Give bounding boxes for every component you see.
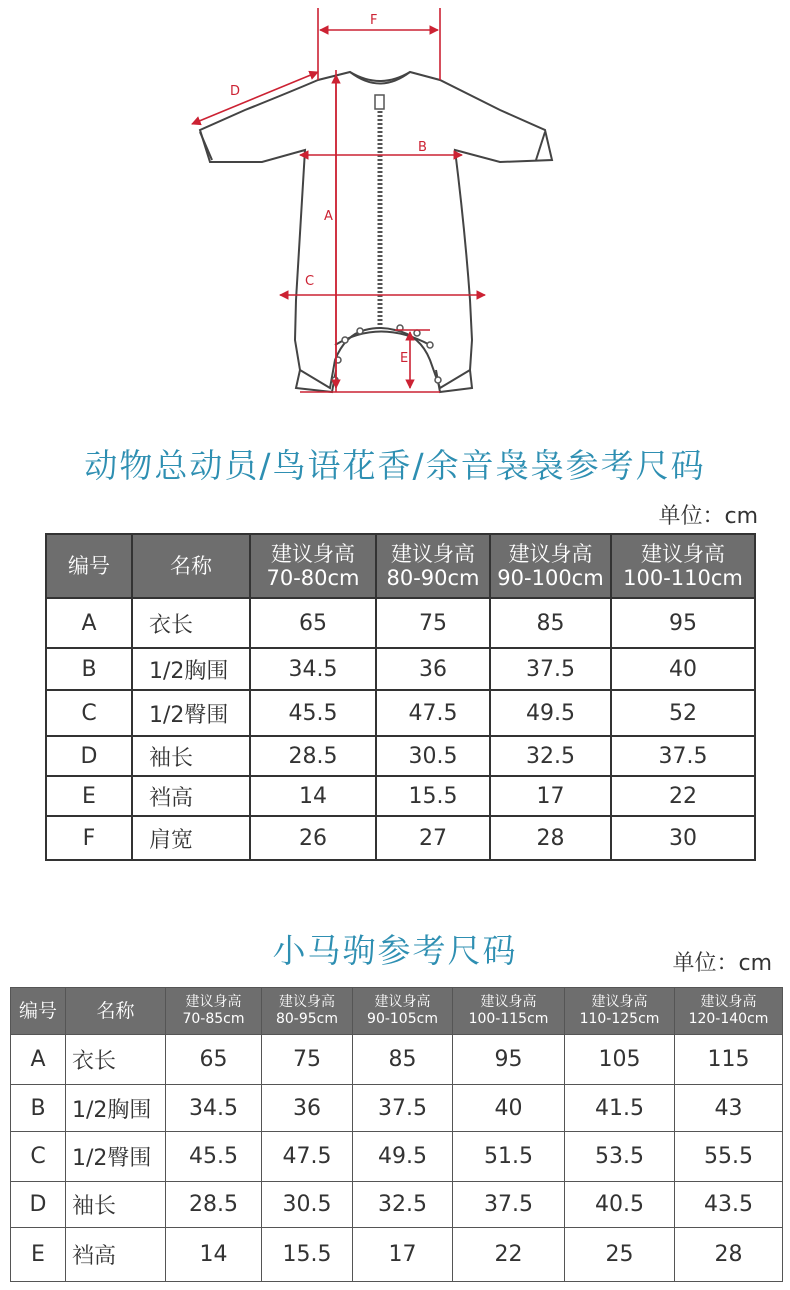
row-name: 1/2臀围: [132, 690, 250, 736]
cell-value: 49.5: [353, 1132, 453, 1182]
zipper: [375, 95, 384, 325]
header-size: 建议身高 120-140cm: [675, 988, 783, 1035]
row-code: A: [46, 598, 132, 648]
cell-value: 36: [376, 648, 490, 690]
cell-value: 40: [453, 1085, 565, 1132]
cell-value: 55.5: [675, 1132, 783, 1182]
table-row: [11, 1228, 783, 1282]
header-size: 建议身高 80-95cm: [262, 988, 353, 1035]
label-e: E: [400, 351, 409, 366]
cell-value: 41.5: [565, 1085, 675, 1132]
header-size: 建议身高 100-110cm: [611, 534, 755, 598]
row-name: 裆高: [66, 1228, 166, 1282]
table-row: [11, 1182, 783, 1228]
cell-value: 32.5: [490, 736, 611, 776]
row-name: 1/2臀围: [66, 1132, 166, 1182]
cell-value: 37.5: [453, 1182, 565, 1228]
table-header-row: [46, 534, 755, 598]
cell-value: 51.5: [453, 1132, 565, 1182]
table-row: [11, 1132, 783, 1182]
table-row: [46, 776, 755, 816]
label-a: A: [324, 209, 333, 224]
cell-value: 25: [565, 1228, 675, 1282]
row-code: B: [46, 648, 132, 690]
header-size: 建议身高 70-85cm: [166, 988, 262, 1035]
cell-value: 26: [250, 816, 376, 860]
table-row: [46, 736, 755, 776]
size-chart-title-2: 小马驹参考尺码: [272, 931, 518, 970]
cell-value: 15.5: [376, 776, 490, 816]
unit-label-1: 单位：cm: [658, 504, 758, 529]
row-code: F: [46, 816, 132, 860]
table-row: [46, 816, 755, 860]
cell-value: 15.5: [262, 1228, 353, 1282]
label-b: B: [418, 140, 427, 155]
cell-value: 22: [611, 776, 755, 816]
header-size: 建议身高 110-125cm: [565, 988, 675, 1035]
cell-value: 43.5: [675, 1182, 783, 1228]
unit-label-2: 单位：cm: [672, 951, 772, 976]
cell-value: 34.5: [166, 1085, 262, 1132]
cell-value: 53.5: [565, 1132, 675, 1182]
cell-value: 28: [675, 1228, 783, 1282]
row-code: E: [11, 1228, 66, 1282]
cell-value: 37.5: [353, 1085, 453, 1132]
size-chart-title-1: 动物总动员/鸟语花香/余音袅袅参考尺码: [84, 446, 706, 485]
cell-value: 115: [675, 1035, 783, 1085]
label-f: F: [370, 13, 378, 28]
header-name: 名称: [132, 534, 250, 598]
cell-value: 45.5: [250, 690, 376, 736]
cell-value: 32.5: [353, 1182, 453, 1228]
cell-value: 34.5: [250, 648, 376, 690]
cell-value: 30.5: [262, 1182, 353, 1228]
cell-value: 36: [262, 1085, 353, 1132]
cell-value: 14: [166, 1228, 262, 1282]
snap-buttons: [332, 325, 441, 383]
cell-value: 95: [453, 1035, 565, 1085]
row-code: D: [46, 736, 132, 776]
row-name: 衣长: [66, 1035, 166, 1085]
cell-value: 17: [490, 776, 611, 816]
cell-value: 17: [353, 1228, 453, 1282]
header-code: 编号: [11, 988, 66, 1035]
row-code: E: [46, 776, 132, 816]
cell-value: 43: [675, 1085, 783, 1132]
cell-value: 28: [490, 816, 611, 860]
row-name: 1/2胸围: [66, 1085, 166, 1132]
cell-value: 30: [611, 816, 755, 860]
row-code: C: [46, 690, 132, 736]
row-name: 衣长: [132, 598, 250, 648]
cell-value: 75: [262, 1035, 353, 1085]
table-row: [46, 648, 755, 690]
table-row: [11, 1085, 783, 1132]
cell-value: 85: [490, 598, 611, 648]
cell-value: 22: [453, 1228, 565, 1282]
header-size: 建议身高 90-105cm: [353, 988, 453, 1035]
row-name: 1/2胸围: [132, 648, 250, 690]
table-row: [11, 1035, 783, 1085]
cell-value: 105: [565, 1035, 675, 1085]
cell-value: 37.5: [490, 648, 611, 690]
row-code: C: [11, 1132, 66, 1182]
cell-value: 75: [376, 598, 490, 648]
label-c: C: [305, 274, 315, 289]
table-row: [46, 598, 755, 648]
row-name: 袖长: [132, 736, 250, 776]
cell-value: 28.5: [250, 736, 376, 776]
cell-value: 65: [166, 1035, 262, 1085]
label-d: D: [230, 84, 241, 99]
cell-value: 40.5: [565, 1182, 675, 1228]
cell-value: 30.5: [376, 736, 490, 776]
header-code: 编号: [46, 534, 132, 598]
cell-value: 40: [611, 648, 755, 690]
row-code: D: [11, 1182, 66, 1228]
table-header-row: [11, 988, 783, 1035]
cell-value: 65: [250, 598, 376, 648]
measure-line-d: [192, 72, 318, 124]
cell-value: 14: [250, 776, 376, 816]
cell-value: 52: [611, 690, 755, 736]
cell-value: 49.5: [490, 690, 611, 736]
cell-value: 45.5: [166, 1132, 262, 1182]
sleepsuit-outline: [200, 72, 552, 392]
header-size: 建议身高 90-100cm: [490, 534, 611, 598]
cell-value: 28.5: [166, 1182, 262, 1228]
row-code: B: [11, 1085, 66, 1132]
table-row: [46, 690, 755, 736]
header-name: 名称: [66, 988, 166, 1035]
header-size: 建议身高 100-115cm: [453, 988, 565, 1035]
size-table-1: [45, 533, 756, 861]
row-name: 袖长: [66, 1182, 166, 1228]
cell-value: 85: [353, 1035, 453, 1085]
cell-value: 27: [376, 816, 490, 860]
row-code: A: [11, 1035, 66, 1085]
header-size: 建议身高 70-80cm: [250, 534, 376, 598]
cell-value: 47.5: [262, 1132, 353, 1182]
garment-diagram: [0, 0, 790, 420]
cell-value: 47.5: [376, 690, 490, 736]
size-table-2: [10, 987, 783, 1282]
row-name: 肩宽: [132, 816, 250, 860]
header-size: 建议身高 80-90cm: [376, 534, 490, 598]
cell-value: 95: [611, 598, 755, 648]
cell-value: 37.5: [611, 736, 755, 776]
row-name: 裆高: [132, 776, 250, 816]
